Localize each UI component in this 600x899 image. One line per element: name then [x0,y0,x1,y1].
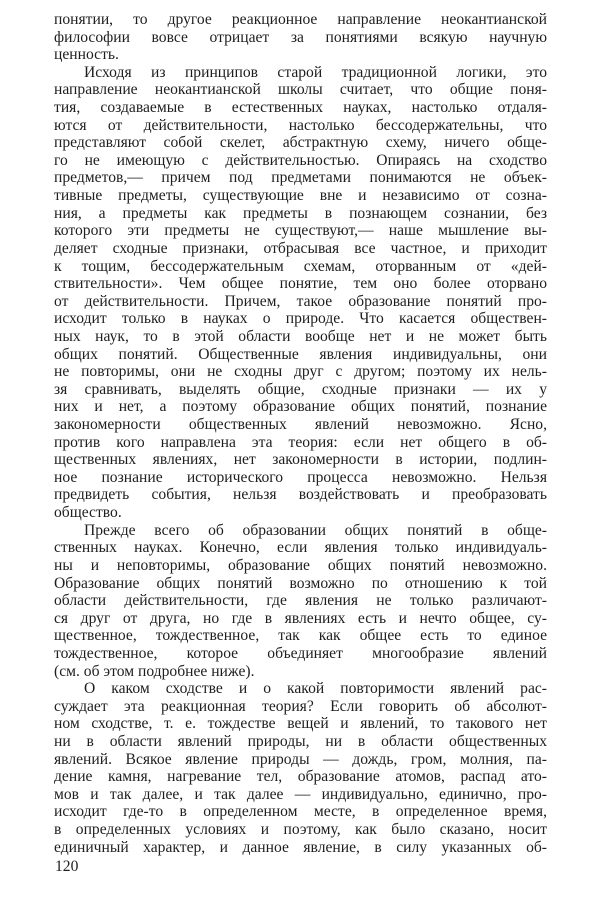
text-line: ни в области явлений природы, ни в области общественных [54,732,547,750]
paragraph [54,11,547,64]
text-line: которого эти предметы не существуют,— наше мышление вы- [54,222,547,240]
text-line: тивные предметы, существующие вне и независимо от созна- [54,187,547,205]
text-line: исходит только в науках о природе. Что касается обществен- [54,310,547,328]
text-line: мов и так далее, и так далее — индивидуально, единично, про- [54,785,547,803]
text-line: направление неокантианской школы считает, что общие поня- [54,81,547,99]
text-line: тия, создаваемые в естественных науках, настолько отдаля- [54,99,547,117]
text-line: понятии, то другое реакционное направление неокантианской [54,11,547,28]
text-line: дение камня, нагревание тел, образование атомов, распад ато- [54,768,547,786]
text-line: щественное, тождественное, так как общее есть то единое [54,627,547,645]
text-line: ственных науках. Конечно, если явления только индивидуаль- [54,539,547,557]
text-line: философии вовсе отрицает за понятиями всякую научную [54,28,547,46]
text-line: ном сходстве, т. е. тождестве вещей и явлений, то такового нет [54,715,547,733]
text-line: ценность. [54,46,119,64]
paragraph [54,680,547,856]
text-line: ных наук, то в этой области вообще нет и не может быть [54,327,547,345]
text-line: представляют собой скелет, абстрактную схему, ничего обще- [54,134,547,152]
text-line: Прежде всего об образовании общих понятий в обще- [84,521,547,539]
text-line: ное познание исторического процесса невозможно. Нельзя [54,468,547,486]
text-line: предметов,— причем под предметами понимаются не объек- [54,169,547,187]
text-line: тождественное, которое объединяет многообразие явлений [54,644,547,662]
paragraph [54,522,547,680]
text-line: щественных явлениях, нет закономерности в истории, подлин- [54,451,547,469]
text-line: предвидеть события, нельзя воздействовать и преобразовать [54,486,547,504]
text-line: общество. [54,504,122,522]
page-body-text [54,11,547,856]
text-line: го не имеющую с действительностью. Опираясь на сходство [54,151,547,169]
text-line: к тощим, бессодержательным схемам, оторванным от «дей- [54,257,547,275]
text-line: закономерности общественных явлений невозможно. Ясно, [54,416,547,434]
text-line: зя сравнивать, выделять общие, сходные признаки — их у [54,380,547,398]
text-line: ны и неповторимы, образование общих понятий невозможно. [54,556,547,574]
text-line: деляет сходные признаки, отбрасывая все частное, и приходит [54,239,547,257]
text-line: области действительности, где явления не только различают- [54,592,547,610]
text-line: Исходя из принципов старой традиционной логики, это [84,63,547,81]
text-line: ся друг от друга, но где в явлениях есть и нечто общее, су- [54,609,547,627]
text-line: в определенных условиях и поэтому, как было сказано, носит [54,821,547,839]
paragraph [54,64,547,522]
text-line: общих понятий. Общественные явления индивидуальны, они [54,345,547,363]
text-line: (см. об этом подробнее ниже). [54,662,255,680]
text-line: единичный характер, и данное явление, в силу указанных об- [54,838,547,856]
text-line: ются от действительности, настолько бессодержательны, что [54,116,547,134]
text-line: суждает эта реакционная теория? Если говорить об абсолют- [54,697,547,715]
text-line: ния, а предметы как предметы в познающем сознании, без [54,204,547,222]
text-line: не повторимы, они не сходны друг с другом; поэтому их нель- [54,363,547,381]
text-line: О каком сходстве и о какой повторимости явлений рас- [84,680,547,698]
page-number: 120 [55,858,79,875]
text-line: против кого направлена эта теория: если нет общего в об- [54,433,547,451]
text-line: явлений. Всякое явление природы — дождь, гром, молния, па- [54,750,547,768]
text-line: них и нет, а поэтому образование общих понятий, познание [54,398,547,416]
text-line: ствительности». Чем общее понятие, тем оно более оторвано [54,275,547,293]
text-line: Образование общих понятий возможно по отношению к той [54,574,547,592]
text-line: от действительности. Причем, такое образование понятий про- [54,292,547,310]
text-line: исходит где-то в определенном месте, в определенное время, [54,803,547,821]
